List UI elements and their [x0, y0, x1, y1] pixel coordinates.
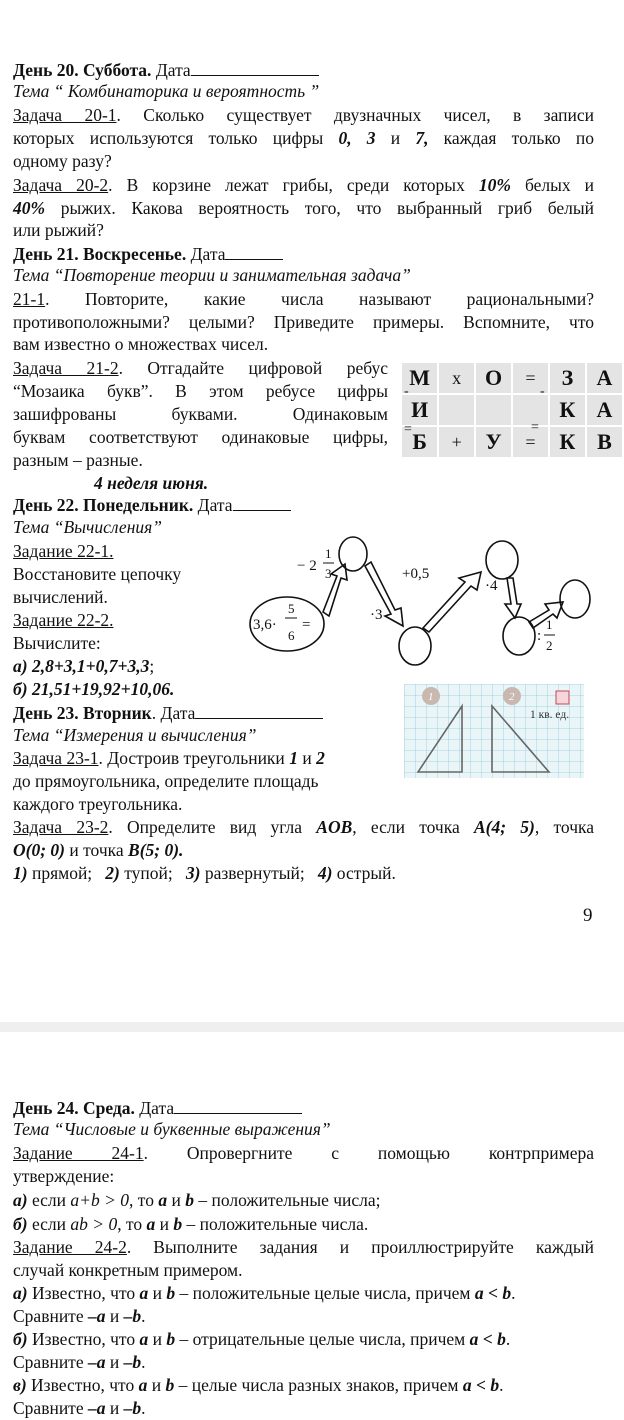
option-text: тупой;: [119, 863, 173, 883]
rebus-cell: И: [401, 394, 438, 426]
chain-op5-prefix: :: [537, 628, 542, 644]
task24-2-a-line1: а) Известно, что a и b – положительные целые числа, причем a < b.: [13, 1283, 516, 1303]
rebus-cell: А: [586, 362, 623, 394]
var: b: [185, 1190, 194, 1210]
triangles-grid-figure: [404, 684, 584, 778]
rebus-cell: У: [475, 426, 512, 458]
var: b: [173, 1214, 183, 1234]
task23-2-line2: [13, 839, 183, 861]
rebus-equals-mark: =: [531, 420, 539, 435]
day21-theme: Тема “Повторение теории и занимательная задача”: [13, 265, 411, 285]
point-a: A(4; 5): [473, 817, 535, 837]
day24-date-blank[interactable]: [174, 1097, 302, 1114]
task22-2-b: [13, 678, 174, 700]
task24-1-line1: [13, 1142, 594, 1164]
task20-1-line3: одному разу?: [13, 151, 112, 171]
task24-2-v-line1: в) Известно, что a и b – целые числа разных знаков, причем a < b.: [13, 1375, 504, 1395]
label: б): [13, 679, 28, 699]
text: и: [147, 1375, 166, 1395]
chain-op5-den: 2: [546, 638, 553, 653]
chain-op3: +0,5: [402, 566, 430, 582]
chain-oval: [486, 541, 518, 579]
task20-1-line1: [13, 104, 594, 126]
unit-square: [556, 691, 569, 704]
day24-title: День 24. Среда.: [13, 1098, 135, 1118]
var: a: [474, 1283, 484, 1303]
text: , если точка: [352, 817, 474, 837]
text: . Отгадайте цифровой ребус: [118, 358, 388, 378]
option-text: острый.: [332, 863, 396, 883]
day23-date-blank[interactable]: [195, 702, 323, 719]
text: рыжих. Какова вероятность того, что выбранный гриб белый: [45, 198, 594, 218]
text: ;: [149, 656, 155, 676]
text: , то: [129, 1190, 159, 1210]
percent: 10%: [478, 175, 511, 195]
var: a: [139, 1283, 149, 1303]
rebus-cell: А: [586, 394, 623, 426]
task24-2-v-line2: Сравните –a и –b.: [13, 1398, 146, 1418]
task21-2-line2: “Мозаика букв”. В этом ребусе цифры: [13, 381, 388, 401]
digits: 0, 3: [338, 128, 376, 148]
expression: 2,8+3,1+0,7+3,3: [31, 656, 150, 676]
text: если: [27, 1190, 71, 1210]
var: –a: [87, 1352, 106, 1372]
chain-oval: [399, 627, 431, 665]
text: и точка: [65, 840, 129, 860]
calculation-chain-diagram: [245, 536, 620, 666]
task22-1-label: Задание 22-1.: [13, 541, 114, 561]
day21-date-label: Дата: [186, 244, 226, 264]
day24-theme: Тема “Числовые и буквенные выражения”: [13, 1119, 331, 1139]
text: и: [148, 1329, 167, 1349]
task22-2-label: Задание 22-2.: [13, 610, 114, 630]
text: . Достроив треугольники: [98, 748, 290, 768]
text: . Опровергните с помощью контрпримера: [143, 1143, 595, 1163]
text: , то: [117, 1214, 147, 1234]
lt: <: [478, 1329, 498, 1349]
task24-2-a-line2: Сравните –a и –b.: [13, 1306, 146, 1326]
rebus-cell: О: [475, 362, 512, 394]
task24-2-line2: случай конкретным примером.: [13, 1260, 243, 1280]
number: 2: [316, 748, 325, 768]
rebus-cell: Б: [401, 426, 438, 458]
task20-2-line3: или рыжий?: [13, 220, 104, 240]
rebus-grid: [400, 361, 624, 459]
task21-1-line1: [13, 288, 594, 310]
text: Сравните: [13, 1306, 88, 1326]
chain-oval: [560, 580, 590, 618]
day20-theme: Тема “ Комбинаторика и вероятность ”: [13, 81, 320, 101]
text: . Сколько существует двузначных чисел, в записи: [116, 105, 594, 125]
var: a: [158, 1190, 168, 1210]
option-number: 3): [185, 863, 201, 883]
task21-1-line2: противоположными? целыми? Приведите примеры. Вспомните, что: [13, 312, 594, 332]
point-o: O(0; 0): [13, 840, 65, 860]
task21-2-line3: зашифрованы буквами. Одинаковым: [13, 404, 388, 424]
task21-2-label: Задача 21-2: [13, 358, 119, 378]
condition: a+b > 0: [70, 1190, 130, 1210]
task23-2-options: [13, 862, 396, 884]
task23-2-line1: [13, 816, 594, 838]
text: . Выполните задания и проиллюстрируйте каждый: [126, 1237, 594, 1257]
rebus-cell: =: [512, 362, 549, 394]
var: a: [462, 1375, 472, 1395]
rebus-cell: =: [512, 426, 549, 458]
chain-arrow: [423, 572, 481, 632]
lt: <: [471, 1375, 491, 1395]
chain-start-den: 6: [288, 628, 295, 643]
day21-date-blank[interactable]: [225, 243, 283, 260]
task24-2-line1: [13, 1236, 594, 1258]
day23-heading: [13, 702, 323, 724]
var: –a: [87, 1398, 106, 1418]
day23-date-label: Дата: [156, 703, 196, 723]
expression: 21,51+19,92+10,06.: [31, 679, 175, 699]
chain-op4: ·4: [485, 578, 498, 594]
unit-label: 1 кв. ед.: [530, 709, 570, 721]
task21-2-line4: буквам соответствуют одинаковые цифры,: [13, 427, 388, 447]
text: и: [148, 1283, 167, 1303]
percent: 40%: [13, 198, 46, 218]
chain-op1-num: 1: [325, 546, 332, 561]
option-number: 4): [317, 863, 333, 883]
chain-op2: ·3: [370, 607, 383, 623]
day21-title: День 21. Воскресенье.: [13, 244, 187, 264]
task22-2-line1: Вычислите:: [13, 633, 101, 653]
label: в): [13, 1375, 27, 1395]
task24-2-b-line2: Сравните –a и –b.: [13, 1352, 146, 1372]
chain-op5-num: 1: [546, 617, 553, 632]
task24-1-label: Задание 24-1: [13, 1143, 144, 1163]
text: , точка: [534, 817, 595, 837]
task23-1-line2: до прямоугольника, определите площадь: [13, 771, 319, 791]
text: и: [105, 1352, 124, 1372]
task21-1-line3: вам известно о множествах чисел.: [13, 334, 269, 354]
text: и: [105, 1398, 124, 1418]
chain-start-int: 3,6·: [253, 617, 277, 633]
task20-2-line2: [13, 197, 594, 219]
option-number: 2): [105, 863, 120, 883]
page-number: 9: [583, 905, 593, 926]
task24-2-label: Задание 24-2: [13, 1237, 127, 1257]
label: а): [13, 656, 28, 676]
day20-heading: [13, 59, 319, 81]
option-text: прямой;: [27, 863, 93, 883]
text: Известно, что: [27, 1329, 140, 1349]
task22-2-a: [13, 655, 154, 677]
var: –b: [123, 1306, 142, 1326]
task20-1-line2: [13, 127, 594, 149]
task21-2-line5: разным – разные.: [13, 450, 143, 470]
lt: <: [483, 1283, 503, 1303]
rebus-cell: [475, 394, 512, 426]
var: –a: [87, 1306, 106, 1326]
text: которых используются только цифры: [13, 128, 339, 148]
chain-op1-den: 3: [325, 566, 332, 581]
task23-1-line1: [13, 747, 325, 769]
text: и: [375, 128, 416, 148]
day22-theme: Тема “Вычисления”: [13, 517, 162, 537]
text: – положительные числа.: [182, 1214, 369, 1234]
text: и: [155, 1214, 174, 1234]
text: Сравните: [13, 1352, 88, 1372]
rebus-minus-mark: -: [540, 384, 545, 399]
condition: ab > 0: [70, 1214, 118, 1234]
rebus-cell: В: [586, 426, 623, 458]
text: – положительные целые числа, причем: [175, 1283, 475, 1303]
task22-1-line1: Восстановите цепочку: [13, 564, 182, 584]
day20-date-blank[interactable]: [191, 59, 319, 76]
rebus-cell: х: [438, 362, 475, 394]
day20-title: День 20. Суббота.: [13, 60, 152, 80]
chain-start-num: 5: [288, 601, 295, 616]
day20-date-label: Дата: [151, 60, 191, 80]
chain-start-eq: =: [302, 617, 311, 633]
rebus-row-2: [401, 394, 623, 426]
day22-date-label: Дата: [193, 495, 233, 515]
triangle-1-number: 1: [428, 691, 434, 703]
text: Известно, что: [26, 1375, 139, 1395]
text: и: [167, 1190, 186, 1210]
chain-op1-prefix: − 2: [297, 558, 317, 574]
text: белых и: [510, 175, 594, 195]
text: Сравните: [13, 1398, 88, 1418]
text: .: [151, 703, 157, 723]
point-b: B(5; 0).: [128, 840, 184, 860]
task22-1-line2: вычислений.: [13, 587, 108, 607]
var: –b: [123, 1352, 142, 1372]
text: . В корзине лежат грибы, среди которых: [108, 175, 479, 195]
text: и: [297, 748, 317, 768]
rebus-cell: К: [549, 394, 586, 426]
task24-2-b-line1: б) Известно, что a и b – отрицательные целые числа, причем a < b.: [13, 1329, 511, 1349]
label: а): [13, 1190, 28, 1210]
task24-1-b: [13, 1213, 368, 1235]
text: Известно, что: [27, 1283, 140, 1303]
task20-1-label: Задача 20-1: [13, 105, 117, 125]
var: a: [138, 1375, 148, 1395]
task21-1-label: 21-1: [13, 289, 46, 309]
angle-name: AOB: [316, 817, 353, 837]
day23-title: День 23. Вторник: [13, 703, 152, 723]
var: b: [166, 1283, 176, 1303]
var: b: [490, 1375, 500, 1395]
var: a: [469, 1329, 479, 1349]
page-2: [0, 1032, 624, 1420]
day21-heading: [13, 243, 283, 265]
task23-1-line3: каждого треугольника.: [13, 794, 183, 814]
day22-date-blank[interactable]: [233, 494, 291, 511]
day22-title: День 22. Понедельник.: [13, 495, 194, 515]
var: b: [502, 1283, 512, 1303]
task20-2-label: Задача 20-2: [13, 175, 109, 195]
digit: 7,: [415, 128, 429, 148]
rebus-row-3: [401, 426, 623, 458]
rebus-equals-mark: =: [404, 422, 412, 437]
number: 1: [289, 748, 298, 768]
label: б): [13, 1214, 28, 1234]
rebus-cell: К: [549, 426, 586, 458]
rebus-cell: З: [549, 362, 586, 394]
triangle-2-number: 2: [509, 691, 515, 703]
page-separator: [0, 1022, 624, 1032]
var: b: [165, 1375, 175, 1395]
var: a: [146, 1214, 156, 1234]
var: –b: [123, 1398, 142, 1418]
task23-1-label: Задача 23-1: [13, 748, 99, 768]
text: если: [27, 1214, 71, 1234]
day24-heading: [13, 1097, 302, 1119]
rebus-cell: [438, 394, 475, 426]
text: и: [105, 1306, 124, 1326]
day23-theme: Тема “Измерения и вычисления”: [13, 725, 257, 745]
rebus-minus-mark: -: [404, 384, 409, 399]
text: – положительные числа;: [193, 1190, 381, 1210]
option-text: развернутый;: [200, 863, 305, 883]
var: b: [497, 1329, 506, 1349]
week-heading: 4 неделя июня.: [94, 473, 209, 493]
rebus-cell: +: [438, 426, 475, 458]
label: б): [13, 1329, 28, 1349]
label: а): [13, 1283, 28, 1303]
day24-date-label: Дата: [134, 1098, 175, 1118]
task24-1-line2: утверждение:: [13, 1166, 115, 1186]
var: b: [166, 1329, 176, 1349]
task23-2-label: Задача 23-2: [13, 817, 109, 837]
text: каждая только по: [428, 128, 594, 148]
text: . Определите вид угла: [108, 817, 317, 837]
task21-2-line1: [13, 357, 388, 379]
rebus-cell: М: [401, 362, 438, 394]
var: a: [139, 1329, 149, 1349]
text: . Повторите, какие числа называют рациональными?: [45, 289, 594, 309]
rebus-row-1: [401, 362, 623, 394]
chain-arrow: [505, 578, 521, 618]
task24-1-a: [13, 1189, 381, 1211]
day22-heading: [13, 494, 291, 516]
text: – отрицательные целые числа, причем: [175, 1329, 470, 1349]
task20-2-line1: [13, 174, 594, 196]
text: – целые числа разных знаков, причем: [174, 1375, 463, 1395]
option-number: 1): [13, 863, 28, 883]
